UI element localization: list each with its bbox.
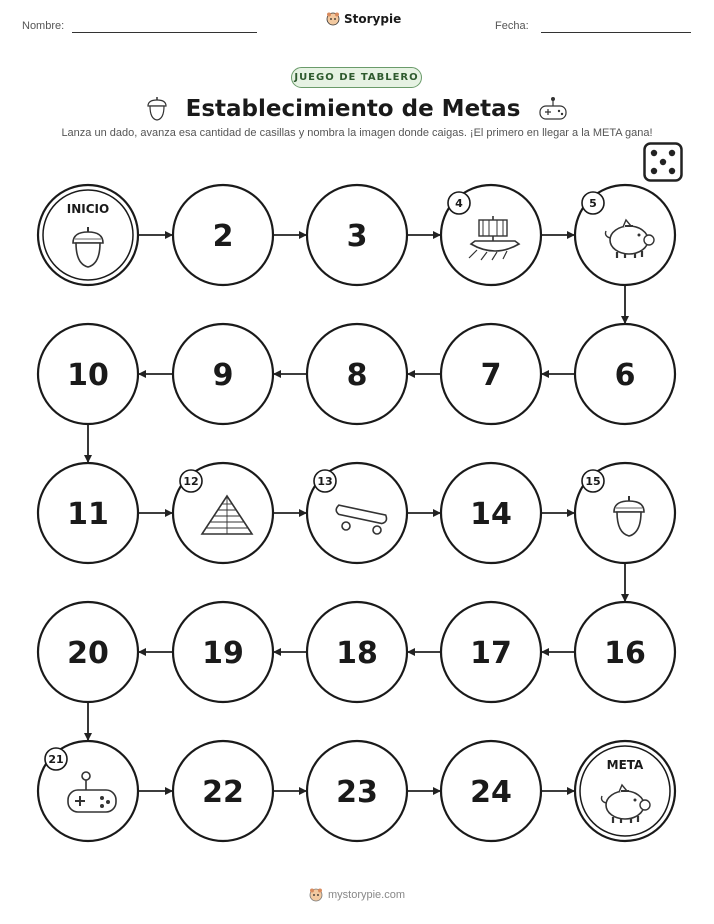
space-number: 18 [336,636,378,671]
space-number: 8 [346,358,368,393]
space-number: 23 [336,775,378,810]
storypie-mascot-icon [309,888,323,902]
space-number: 7 [480,358,502,393]
board-space-11 [38,463,138,563]
name-label: Nombre: [22,20,65,32]
board-space-3 [307,185,407,285]
board-space-10 [38,324,138,424]
space-number: 4 [455,197,463,210]
space-number: 20 [67,636,109,671]
footer-url: mystorypie.com [327,889,406,901]
board-space-9 [173,324,273,424]
footer [0,888,714,902]
brand-name: Storypie [344,12,402,26]
board-space-13 [307,463,407,563]
space-number: 6 [614,358,636,393]
space-label: INICIO [66,202,110,216]
board-space-23 [307,741,407,841]
board-space-8 [307,324,407,424]
board-space-4 [441,185,541,285]
board-space-22 [173,741,273,841]
board-space-7 [441,324,541,424]
instructions: Lanza un dado, avanza esa cantidad de casillas y nombra la imagen donde caigas. ¡El primero en llegar a la META gana! [61,127,653,139]
board-space-18 [307,602,407,702]
space-number: 22 [202,775,244,810]
board-space-25 [575,741,675,841]
board-space-20 [38,602,138,702]
space-number: 14 [470,497,512,532]
space-number: 16 [604,636,646,671]
space-number: 12 [183,475,199,488]
board-space-19 [173,602,273,702]
board-space-16 [575,602,675,702]
board-space-12 [173,463,273,563]
board-space-17 [441,602,541,702]
board-space-5 [575,185,675,285]
board-space-1 [38,185,138,285]
space-number: 13 [317,475,333,488]
space-number: 9 [212,358,234,393]
page-title: Establecimiento de Metas [185,96,521,122]
space-number: 11 [67,497,109,532]
board-space-15 [575,463,675,563]
board-space-6 [575,324,675,424]
space-label: META [606,758,644,772]
game-type-badge: JUEGO DE TABLERO [291,67,422,88]
space-number: 5 [589,197,597,210]
space-number: 19 [202,636,244,671]
space-number: 15 [585,475,601,488]
space-number: 2 [212,219,234,254]
space-number: 21 [48,753,64,766]
space-number: 10 [67,358,109,393]
date-label: Fecha: [495,20,529,32]
space-number: 3 [346,219,368,254]
board-space-24 [441,741,541,841]
board-space-2 [173,185,273,285]
board-space-14 [441,463,541,563]
space-number: 24 [470,775,512,810]
board-space-21 [38,741,138,841]
space-number: 17 [470,636,512,671]
